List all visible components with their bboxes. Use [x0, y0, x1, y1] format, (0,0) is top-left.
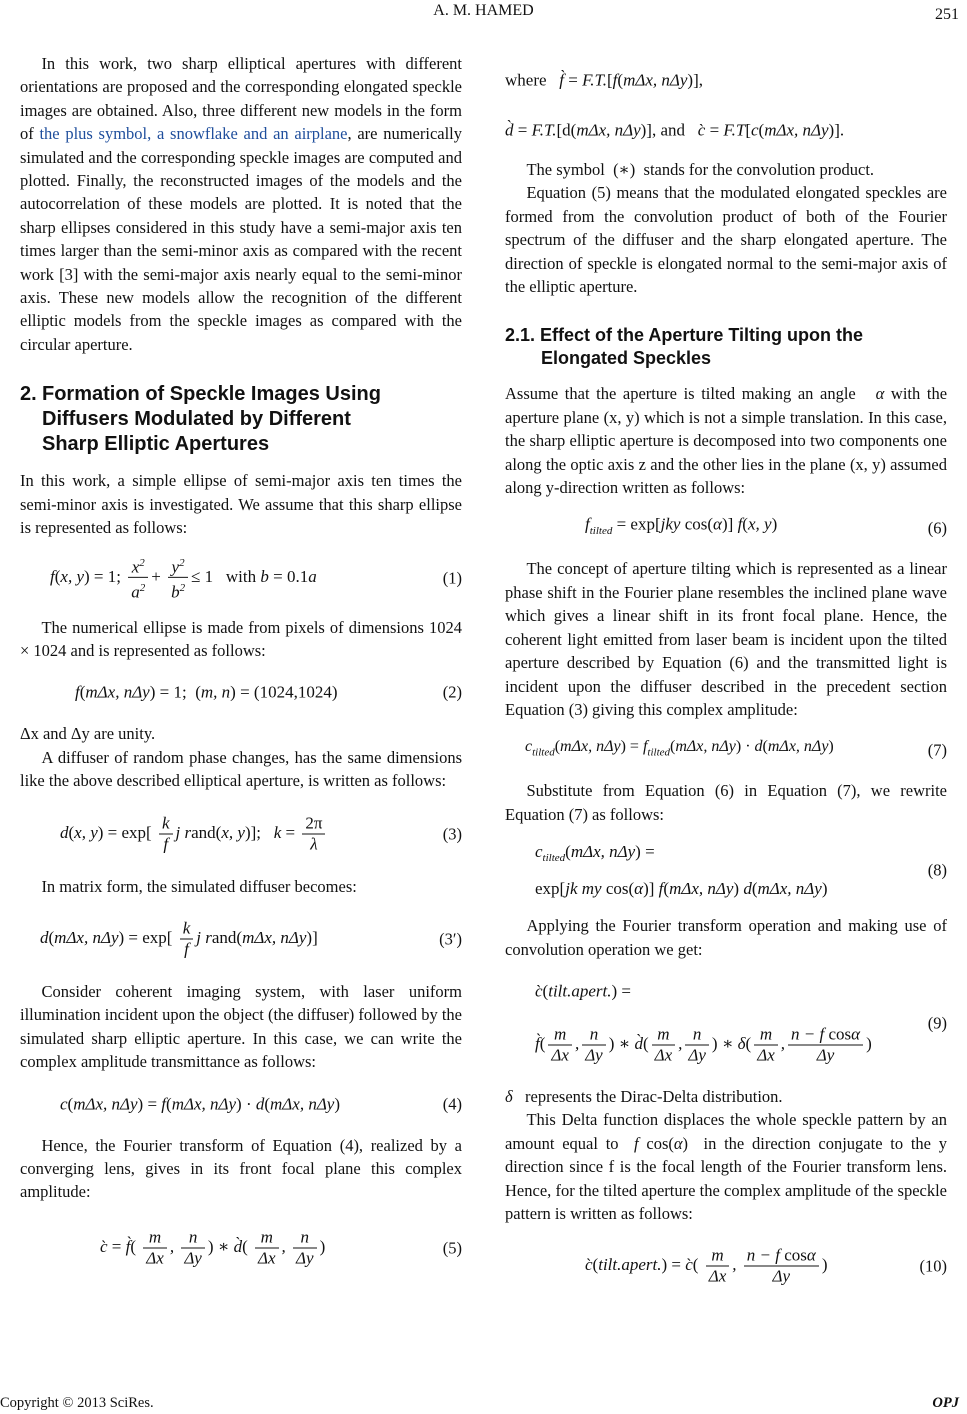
text-span: , are numerically simulated and the corresponding speckle images are computed and plotted. Finally, the reconstructed images of the models and the autocorrelation of these models are plotted. It is noted that the sharp ellipses considered in this study have a semi-major axis ten times larger than the semi-minor axis as compared with the recent work [3] with the semi-major axis nearly equal to the semi-minor axis. These new models allow the recognition of the different elliptic models from the speckle images as compared with the circular aperture.	[20, 124, 463, 354]
where-definitions: where f̀ = F.T.[f(mΔx, nΔy)],	[505, 70, 703, 90]
page-number: 251	[935, 6, 959, 23]
equation-2: f(mΔx, nΔy) = 1; (m, n) = (1024,1024) (2)	[20, 668, 462, 716]
where-definitions-2: d̀ = F.T.[d(mΔx, nΔy)], and c̀ = F.T[c(mΔx, nΔy)].	[505, 120, 845, 140]
text-span: with the aperture plane (x, y) which is not a simple translation. In this case, the sharp elliptic aperture is decomposed into two components one along the optic axis z and the other lies in the plane (x, y) assumed along y-direction written as follows:	[505, 384, 948, 498]
paragraph: Substitute from Equation (6) in Equation (7), we rewrite Equation (7) as follows:	[505, 781, 947, 824]
paragraph: Assume that the aperture is tilted making an angle α with the aperture plane (x, y) which is not a simple translation. In this case, the sharp elliptic aperture is decomposed into two components one along the optic axis z and the other lies in the plane (x, y) assumed along y-direction written as follows:	[505, 384, 948, 498]
journal-footer: OPJ	[932, 1395, 959, 1411]
equation-4: c(mΔx, nΔy) = f(mΔx, nΔy) · d(mΔx, nΔy) (4)	[20, 1080, 462, 1128]
paragraph: δ represents the Dirac-Delta distribution.	[505, 1086, 783, 1106]
equation-8: $c_{tilted}(m\Delta x$, nΔy) = exp[jk my cos(α)] f(mΔx, nΔy) d(mΔx, nΔy) (8)	[535, 841, 947, 898]
paragraph: Equation (5) means that the modulated elongated speckles are formed from the convolution product of both of the Fourier spectrum of the diffuser and the sharp elongated aperture. The direction of speckle is elongated normal to the semi-major axis of the elliptic aperture.	[505, 183, 947, 297]
equation-3: d(x, y) = exp[ $\frac{k}{f}$ j rand(x, y)]; k = $\frac{2\pi}{\lambda}$ (3)	[60, 813, 462, 854]
text-span: , and	[651, 120, 686, 140]
text-span: Assume that the aperture is tilted making an angle	[505, 384, 856, 404]
heading-line: 2.1. Effect of the Aperture Tilting upon the	[505, 325, 864, 346]
paragraph: In this work, a simple ellipse of semi-major axis ten times the semi-minor axis is investigated. We assume that this sharp ellipse is represented as follows:	[20, 471, 462, 538]
text-span: in the direction conjugate to the y direction since f is the focal length of the Fourier transform lens. Hence, for the tilted aperture the complex amplitude of the speckle pattern is written as follows:	[505, 1133, 947, 1223]
section-number: 2.	[20, 383, 37, 406]
text-span: where	[505, 70, 547, 90]
equation-number: (5)	[442, 1238, 462, 1258]
paragraph: This Delta function displaces the whole speckle pattern by an amount equal to f cos(α) in the direction conjugate to the y direction since f is the focal length of the Fourier transform lens. Hence, for the tilted aperture the complex amplitude of the speckle pattern is written as follows:	[505, 1110, 947, 1223]
section-2-heading	[20, 382, 462, 457]
equation-number: (9)	[927, 1013, 947, 1033]
text-span: The symbol	[526, 160, 605, 179]
paragraph: Δx and Δy are unity.	[20, 724, 156, 744]
equation-number: (1)	[442, 567, 462, 587]
equation-number: (10)	[919, 1256, 947, 1276]
paragraph: Applying the Fourier transform operation and making use of convolution operation we get:	[505, 916, 947, 959]
equation-5: c̀ = f̀( $\frac{m}{\Delta x}$ , $\frac{n}{\Delta y}$ ) ∗ d̀( $\frac{m}{\Delta x}$ , $\frac{n}{\Delta y}$ ) (5)	[100, 1227, 462, 1268]
section-2-1-heading	[505, 324, 947, 370]
running-header: A. M. HAMED	[433, 2, 534, 19]
left-column	[20, 52, 462, 1292]
heading-line: Diffusers Modulated by Different	[42, 408, 351, 431]
heading-line: Sharp Elliptic Apertures	[42, 433, 270, 456]
equation-7: $c_{tilted}(m\Delta x$, $n\Delta y) = f_{tilted}(m\Delta x$, nΔy) · d(mΔx, nΔy) (7)	[505, 727, 947, 773]
equation-6: $f_{tilted} = \exp[jky$ cos(α)] f(x, y) (6)	[505, 505, 947, 551]
paragraph: Consider coherent imaging system, with laser uniform illumination incident upon the object (the diffuser) followed by the simulated sharp elliptic aperture. In this case, we can write the complex amplitude transmittance as follows:	[20, 981, 462, 1072]
equation-1: f(x, y) = 1; $\frac{x^2}{a^2}$ + $\frac{y^2}{b^2}$ ≤ 1 with b = 0.1a (1)	[20, 546, 462, 610]
text-span: represents the Dirac-Delta distribution.	[525, 1086, 783, 1106]
paragraph: The numerical ellipse is made from pixels of dimensions 1024 × 1024 and is represented as follows:	[20, 617, 462, 660]
intro-paragraph	[20, 52, 462, 356]
heading-line: Formation of Speckle Images Using	[42, 383, 381, 406]
equation-number: (3)	[442, 823, 462, 843]
text-span: This Delta function displaces the whole speckle pattern by an amount equal to	[505, 1110, 947, 1153]
equation-9: c̀(tilt.apert.) = f̀( $\frac{m}{\Delta x}$ , $\frac{n}{\Delta y}$ ) ∗ d̀( $\frac{m}{\Delta x}$ , $\frac{n}{\Delta y}$ ) ∗ δ( $\frac{m}{\Delta x}$ , $\frac{\text{n − f cosα}}{\Delta y}$ ) (9)	[535, 981, 947, 1065]
equation-10: c̀(tilt.apert.) = c̀( $\frac{m}{\Delta x}$ , $\frac{\text{n − f cosα}}{\Delta y}$ ) (10)	[585, 1245, 947, 1286]
equation-number: (4)	[442, 1093, 462, 1113]
paragraph: Hence, the Fourier transform of Equation (4), realized by a converging lens, gives in its front focal plane this complex amplitude:	[20, 1135, 462, 1202]
heading-line: Elongated Speckles	[541, 348, 712, 369]
paragraph: The concept of aperture tilting which is represented as a linear phase shift in the Fourier plane resembles the inclined plane wave which gives a linear shift in its front focal plane. Hence, the coherent light emitted from laser beam is incident upon the tilted aperture described by Equation (6) and the transmitted light is incident upon the diffuser described in the precedent section Equation (3) giving this complex amplitude:	[505, 559, 947, 719]
equation-number: (3′)	[439, 929, 462, 949]
text-span: stands for the convolution product.	[643, 160, 875, 179]
paragraph: A diffuser of random phase changes, has the same dimensions like the above described elliptical aperture, is written as follows:	[20, 747, 462, 791]
paragraph: The symbol (∗) stands for the convolution product.	[526, 160, 875, 179]
equation-number: (2)	[442, 682, 462, 702]
paragraph: In matrix form, the simulated diffuser becomes:	[41, 876, 357, 896]
equation-number: (6)	[927, 518, 947, 538]
text-span: In this work, two sharp elliptical apertures with different orientations are proposed and the corresponding elongated speckle images are obtained. Also, three different new models in the form of	[20, 54, 462, 144]
right-column	[505, 52, 947, 1307]
equation-number: (8)	[927, 860, 947, 880]
models-link-text: the plus symbol, a snowflake and an airplane	[39, 124, 348, 144]
equation-3-prime: d(mΔx, nΔy) = exp[ $\frac{k}{f}$ j rand(mΔx, nΔy)] (3′)	[40, 918, 462, 959]
equation-number: (7)	[927, 740, 947, 760]
copyright-footer: Copyright © 2013 SciRes.	[0, 1395, 154, 1411]
